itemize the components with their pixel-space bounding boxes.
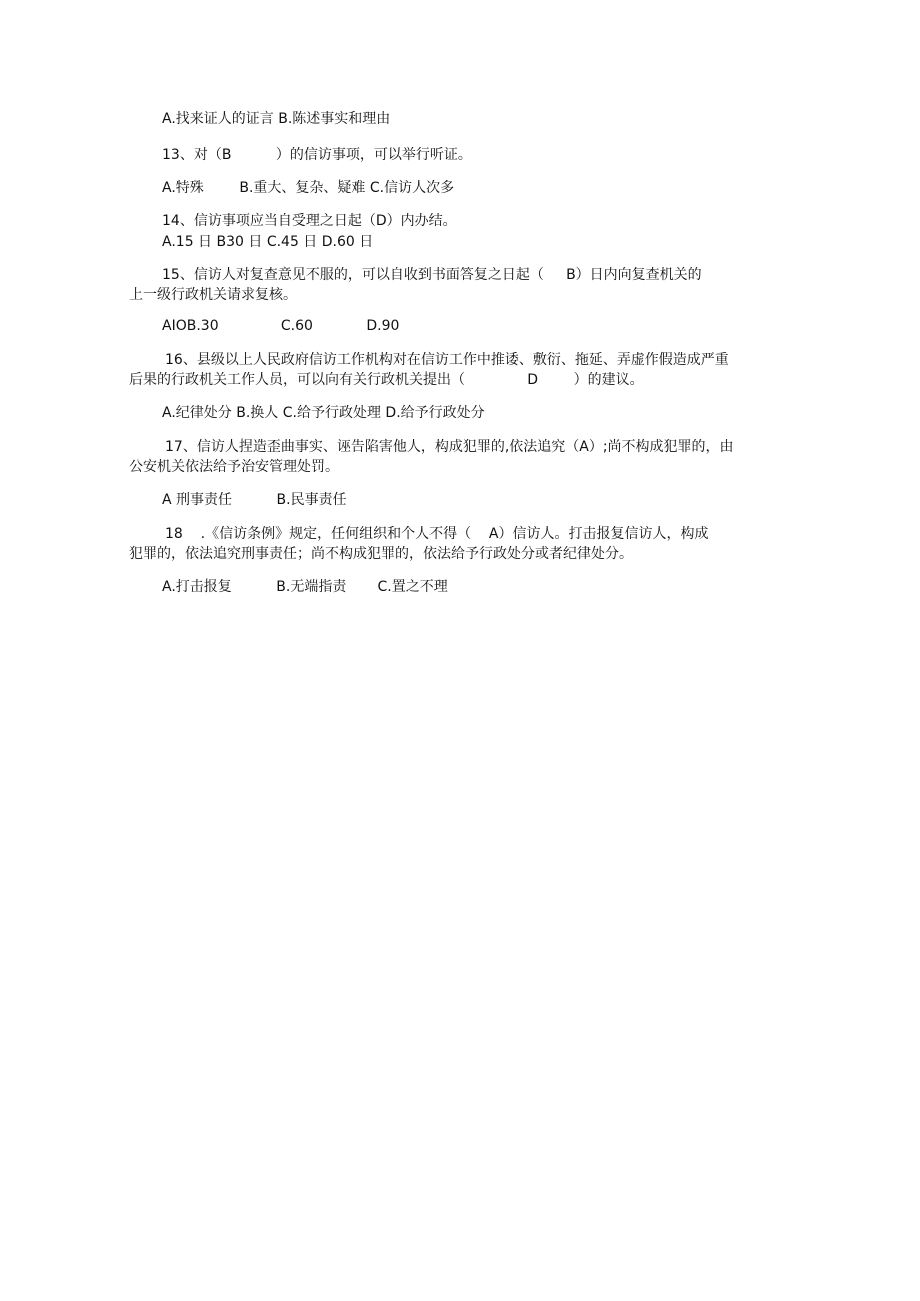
- option-line: AIOB.30 C.60 D.90: [162, 318, 400, 334]
- question-16-continued: 后果的行政机关工作人员，可以向有关行政机关提出（ D ）的建议。: [129, 372, 644, 388]
- question-17: 17、信访人捏造歪曲事实、诬告陷害他人，构成犯罪的,依法追究（A）;尚不构成犯罪的，由: [165, 439, 734, 455]
- question-17-continued: 公安机关依法给予治安管理处罚。: [129, 459, 339, 475]
- option-line: A.纪律处分 B.换人 C.给予行政处理 D.给予行政处分: [162, 405, 485, 421]
- option-line: A.15 日 B30 日 C.45 日 D.60 日: [162, 234, 374, 250]
- option-line: A.特殊 B.重大、复杂、疑难 C.信访人次多: [162, 180, 455, 196]
- question-14: 14、信访事项应当自受理之日起（D）内办结。: [162, 213, 457, 229]
- question-16: 16、县级以上人民政府信访工作机构对在信访工作中推诿、敷衍、拖延、弄虚作假造成严重: [165, 352, 729, 368]
- question-15: 15、信访人对复查意见不服的，可以自收到书面答复之日起（ B）日内向复查机关的: [162, 267, 702, 283]
- option-line: A.打击报复 B.无端指责 C.置之不理: [162, 579, 448, 595]
- question-13: 13、对（B ）的信访事项，可以举行听证。: [162, 147, 472, 163]
- question-18: 18 .《信访条例》规定，任何组织和个人不得（ A）信访人。打击报复信访人，构成: [165, 526, 709, 542]
- option-line: A.找来证人的证言 B.陈述事实和理由: [162, 111, 391, 127]
- option-line: A 刑事责任 B.民事责任: [162, 492, 347, 508]
- question-18-continued: 犯罪的，依法追究刑事责任；尚不构成犯罪的，依法给予行政处分或者纪律处分。: [129, 546, 633, 562]
- question-15-continued: 上一级行政机关请求复核。: [129, 287, 297, 303]
